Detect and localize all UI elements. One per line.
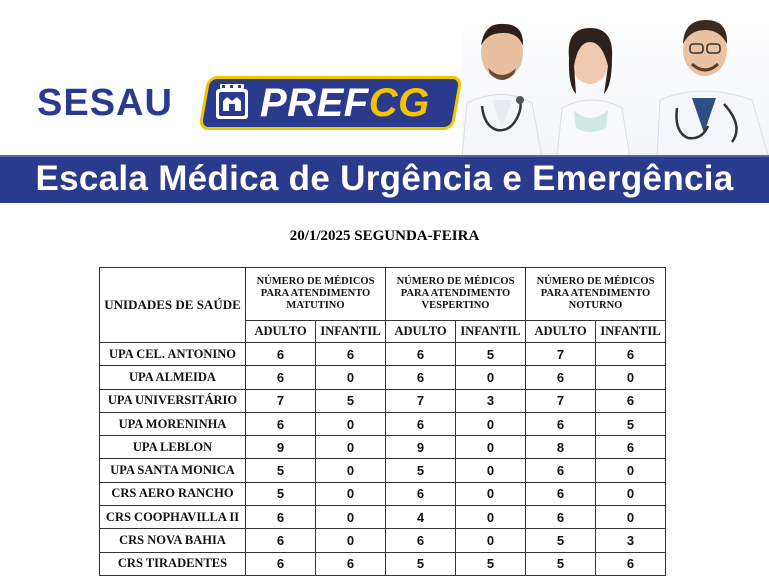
morning-adult-cell: 5	[246, 482, 316, 505]
afternoon-child-cell: 0	[456, 366, 526, 389]
pref-text: PREF	[260, 81, 369, 125]
unit-name-cell: UPA MORENINHA	[100, 412, 246, 435]
afternoon-adult-cell: 4	[386, 506, 456, 529]
morning-child-cell: 0	[316, 482, 386, 505]
header-banner	[0, 0, 769, 203]
afternoon-child-cell: 0	[456, 459, 526, 482]
night-child-cell: 0	[596, 482, 666, 505]
unit-name-cell: CRS TIRADENTES	[100, 552, 246, 575]
afternoon-child-cell: 5	[456, 343, 526, 366]
table-header-row	[100, 268, 666, 321]
morning-child-cell: 0	[316, 436, 386, 459]
night-adult-header: ADULTO	[526, 321, 596, 343]
morning-child-header: INFANTIL	[316, 321, 386, 343]
doctors-photo	[462, 8, 769, 158]
unit-name-cell: UPA LEBLON	[100, 436, 246, 459]
afternoon-adult-cell: 5	[386, 552, 456, 575]
table-row	[100, 436, 666, 459]
table-row	[100, 459, 666, 482]
cg-text: CG	[368, 81, 430, 125]
table-row	[100, 366, 666, 389]
afternoon-child-cell: 0	[456, 506, 526, 529]
night-adult-cell: 8	[526, 436, 596, 459]
morning-child-cell: 0	[316, 506, 386, 529]
prefcg-wordmark	[260, 80, 430, 126]
night-child-cell: 5	[596, 412, 666, 435]
night-child-cell: 0	[596, 506, 666, 529]
unit-name-cell: CRS AERO RANCHO	[100, 482, 246, 505]
unit-name-cell: UPA ALMEIDA	[100, 366, 246, 389]
afternoon-adult-cell: 6	[386, 343, 456, 366]
morning-child-cell: 0	[316, 459, 386, 482]
unit-name-cell: UPA UNIVERSITÁRIO	[100, 389, 246, 412]
afternoon-child-cell: 0	[456, 482, 526, 505]
unit-name-cell: UPA SANTA MONICA	[100, 459, 246, 482]
title-bar	[0, 155, 769, 203]
city-crest-icon	[214, 83, 250, 123]
night-adult-cell: 7	[526, 389, 596, 412]
afternoon-child-cell: 5	[456, 552, 526, 575]
table-row	[100, 482, 666, 505]
night-adult-cell: 6	[526, 412, 596, 435]
night-adult-cell: 6	[526, 482, 596, 505]
morning-adult-cell: 6	[246, 552, 316, 575]
afternoon-adult-cell: 6	[386, 529, 456, 552]
afternoon-group-header: NÚMERO DE MÉDICOS PARA ATENDIMENTO VESPERTINO	[386, 268, 526, 321]
sesau-logo: SESAU	[37, 82, 173, 124]
morning-adult-cell: 9	[246, 436, 316, 459]
afternoon-adult-cell: 5	[386, 459, 456, 482]
unit-name-cell: UPA CEL. ANTONINO	[100, 343, 246, 366]
afternoon-child-header: INFANTIL	[456, 321, 526, 343]
afternoon-adult-cell: 6	[386, 412, 456, 435]
morning-adult-cell: 5	[246, 459, 316, 482]
unit-name-cell: CRS NOVA BAHIA	[100, 529, 246, 552]
night-group-header: NÚMERO DE MÉDICOS PARA ATENDIMENTO NOTURNO	[526, 268, 666, 321]
schedule-date: 20/1/2025 SEGUNDA-FEIRA	[289, 228, 480, 244]
unit-column-header: UNIDADES DE SAÚDE	[100, 268, 246, 343]
night-child-cell: 6	[596, 389, 666, 412]
night-adult-cell: 6	[526, 506, 596, 529]
morning-adult-cell: 6	[246, 412, 316, 435]
table-row	[100, 343, 666, 366]
morning-adult-cell: 7	[246, 389, 316, 412]
afternoon-adult-cell: 6	[386, 482, 456, 505]
morning-child-cell: 6	[316, 552, 386, 575]
night-child-cell: 3	[596, 529, 666, 552]
morning-adult-cell: 6	[246, 506, 316, 529]
afternoon-adult-cell: 7	[386, 389, 456, 412]
table-row	[100, 506, 666, 529]
schedule-table	[99, 267, 666, 576]
morning-child-cell: 0	[316, 529, 386, 552]
morning-adult-cell: 6	[246, 366, 316, 389]
morning-adult-header: ADULTO	[246, 321, 316, 343]
table-row	[100, 529, 666, 552]
afternoon-adult-cell: 6	[386, 366, 456, 389]
night-child-cell: 6	[596, 552, 666, 575]
page-title: Escala Médica de Urgência e Emergência	[35, 159, 734, 198]
morning-adult-cell: 6	[246, 529, 316, 552]
night-child-cell: 6	[596, 436, 666, 459]
afternoon-child-cell: 0	[456, 529, 526, 552]
morning-child-cell: 0	[316, 412, 386, 435]
morning-adult-cell: 6	[246, 343, 316, 366]
table-row	[100, 412, 666, 435]
prefcg-logo	[198, 76, 463, 130]
morning-group-header: NÚMERO DE MÉDICOS PARA ATENDIMENTO MATUTINO	[246, 268, 386, 321]
night-child-header: INFANTIL	[596, 321, 666, 343]
afternoon-child-cell: 0	[456, 436, 526, 459]
morning-child-cell: 5	[316, 389, 386, 412]
morning-child-cell: 6	[316, 343, 386, 366]
morning-child-cell: 0	[316, 366, 386, 389]
afternoon-child-cell: 3	[456, 389, 526, 412]
afternoon-adult-header: ADULTO	[386, 321, 456, 343]
afternoon-child-cell: 0	[456, 412, 526, 435]
night-adult-cell: 6	[526, 459, 596, 482]
night-child-cell: 0	[596, 459, 666, 482]
night-adult-cell: 6	[526, 366, 596, 389]
night-child-cell: 6	[596, 343, 666, 366]
afternoon-adult-cell: 9	[386, 436, 456, 459]
night-adult-cell: 5	[526, 552, 596, 575]
night-adult-cell: 5	[526, 529, 596, 552]
table-row	[100, 552, 666, 575]
table-row	[100, 389, 666, 412]
night-child-cell: 0	[596, 366, 666, 389]
night-adult-cell: 7	[526, 343, 596, 366]
unit-name-cell: CRS COOPHAVILLA II	[100, 506, 246, 529]
